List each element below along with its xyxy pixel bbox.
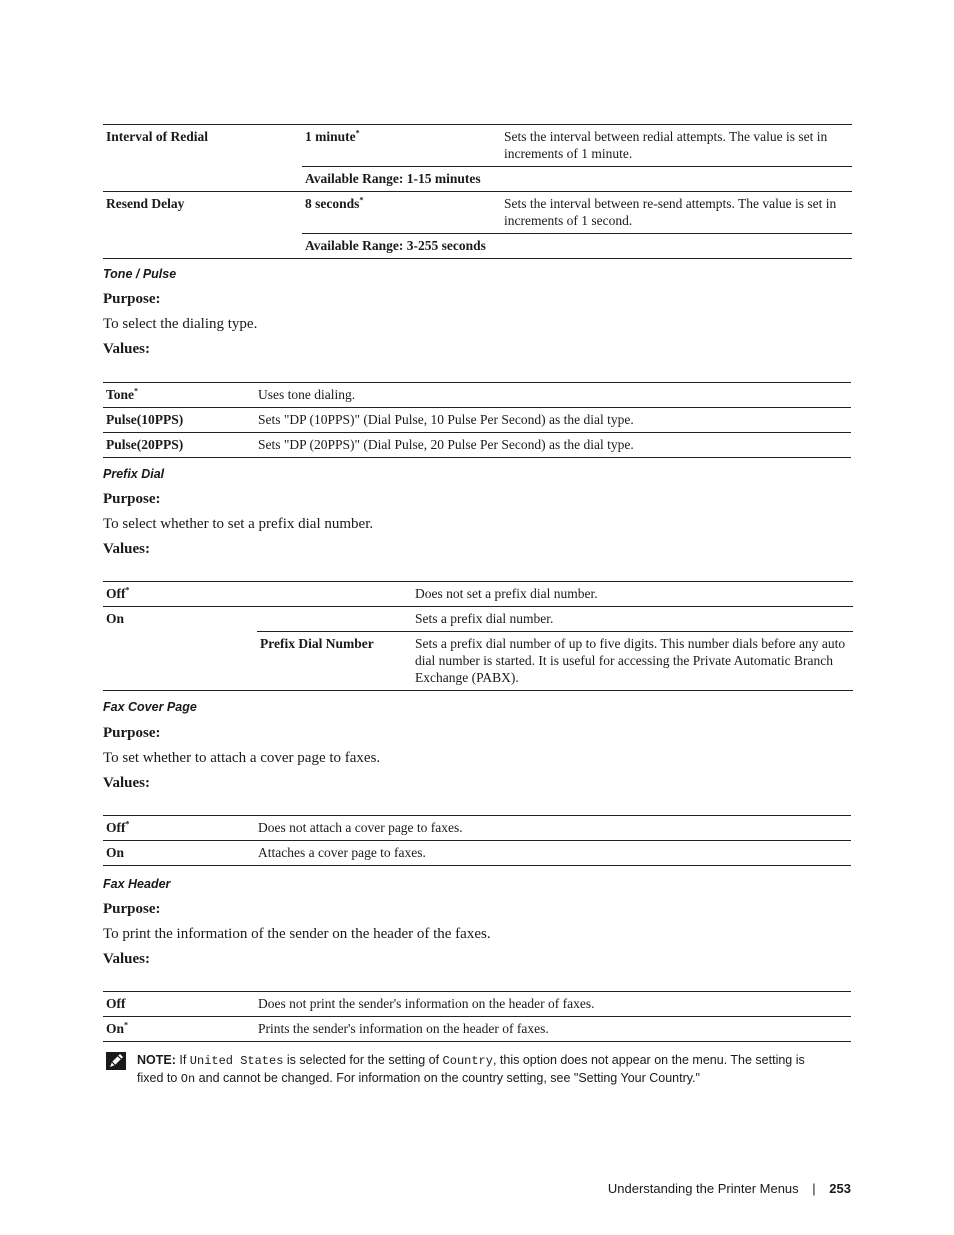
note-block: NOTE: If United States is selected for the setting of Country, this option does not appear on the menu. The setting is fixed to On and cannot be changed. For information on the country setting, see "Setting Your Country." <box>137 1053 805 1086</box>
table-row <box>103 1017 851 1042</box>
values-label: Values: <box>103 541 150 557</box>
value-name: Off* <box>103 816 255 841</box>
values-label: Values: <box>103 951 150 967</box>
page-footer <box>608 1181 851 1196</box>
setting-default: 8 seconds* <box>305 195 364 211</box>
cover-values-table <box>103 815 851 866</box>
value-description: Sets "DP (20PPS)" (Dial Pulse, 20 Pulse Per Second) as the dial type. <box>255 433 851 458</box>
purpose-text: To print the information of the sender on the header of the faxes. <box>103 926 491 942</box>
value-description: Does not attach a cover page to faxes. <box>255 816 851 841</box>
value-description: Sets a prefix dial number. <box>415 611 554 626</box>
code-on: On <box>180 1072 196 1086</box>
value-name: On <box>103 607 257 691</box>
section-heading-tone-pulse: Tone / Pulse <box>103 267 177 281</box>
section-heading-fax-cover-page: Fax Cover Page <box>103 700 197 714</box>
setting-name: Interval of Redial <box>103 125 302 192</box>
value-description: Prints the sender's information on the header of faxes. <box>255 1017 851 1042</box>
value-description: Sets "DP (10PPS)" (Dial Pulse, 10 Pulse Per Second) as the dial type. <box>255 408 851 433</box>
value-name: Pulse(20PPS) <box>103 433 255 458</box>
note-label: NOTE: <box>137 1053 176 1067</box>
section-heading-prefix-dial: Prefix Dial <box>103 467 165 481</box>
purpose-label: Purpose: <box>103 291 161 307</box>
values-label: Values: <box>103 341 150 357</box>
purpose-label: Purpose: <box>103 725 161 741</box>
page-number: 253 <box>829 1181 851 1196</box>
purpose-label: Purpose: <box>103 901 161 917</box>
value-name: Off <box>103 992 255 1017</box>
value-name: Tone* <box>103 383 255 408</box>
prefix-values-table <box>103 581 853 691</box>
value-name: On* <box>103 1017 255 1042</box>
setting-description: Sets the interval between re-send attempts. The value is set in increments of 1 second. <box>504 196 837 228</box>
setting-range: Available Range: 1-15 minutes <box>302 167 852 192</box>
value-description: Does not set a prefix dial number. <box>412 582 853 607</box>
sub-value-name: Prefix Dial Number <box>257 632 412 691</box>
value-description: Uses tone dialing. <box>255 383 851 408</box>
purpose-label: Purpose: <box>103 491 161 507</box>
sub-value-description: Sets a prefix dial number of up to five digits. This number dials before any auto dial number is started. It is useful for accessing the Private Automatic Branch Exchange (PABX). <box>412 632 853 691</box>
value-description: Does not print the sender's information on the header of faxes. <box>255 992 851 1017</box>
table-row <box>103 433 851 458</box>
code-united-states: United States <box>189 1054 284 1068</box>
footer-section-title: Understanding the Printer Menus <box>607 1181 799 1196</box>
purpose-text: To select the dialing type. <box>103 316 258 332</box>
table-row <box>103 992 851 1017</box>
redial-settings-table <box>103 124 852 259</box>
table-row <box>103 125 852 167</box>
setting-range: Available Range: 3-255 seconds <box>302 234 852 259</box>
tone-values-table <box>103 382 851 458</box>
value-description: Attaches a cover page to faxes. <box>255 841 851 866</box>
header-values-table <box>103 991 851 1042</box>
value-name: Pulse(10PPS) <box>103 408 255 433</box>
code-country: Country <box>442 1054 493 1068</box>
setting-name: Resend Delay <box>103 192 302 259</box>
purpose-text: To select whether to set a prefix dial number. <box>103 516 374 532</box>
table-row <box>103 582 853 607</box>
purpose-text: To set whether to attach a cover page to faxes. <box>103 750 381 766</box>
table-row <box>103 192 852 234</box>
section-heading-fax-header: Fax Header <box>103 877 171 891</box>
table-row <box>103 841 851 866</box>
table-row <box>103 607 853 632</box>
footer-separator: | <box>812 1181 816 1196</box>
table-row <box>103 383 851 408</box>
values-label: Values: <box>103 775 150 791</box>
setting-default: 1 minute* <box>302 125 501 167</box>
value-name: On <box>103 841 255 866</box>
table-row <box>103 816 851 841</box>
table-row <box>103 408 851 433</box>
setting-description: Sets the interval between redial attempts. The value is set in increments of 1 minute. <box>501 125 852 167</box>
value-name: Off* <box>103 582 257 607</box>
pencil-note-icon <box>106 1052 126 1070</box>
